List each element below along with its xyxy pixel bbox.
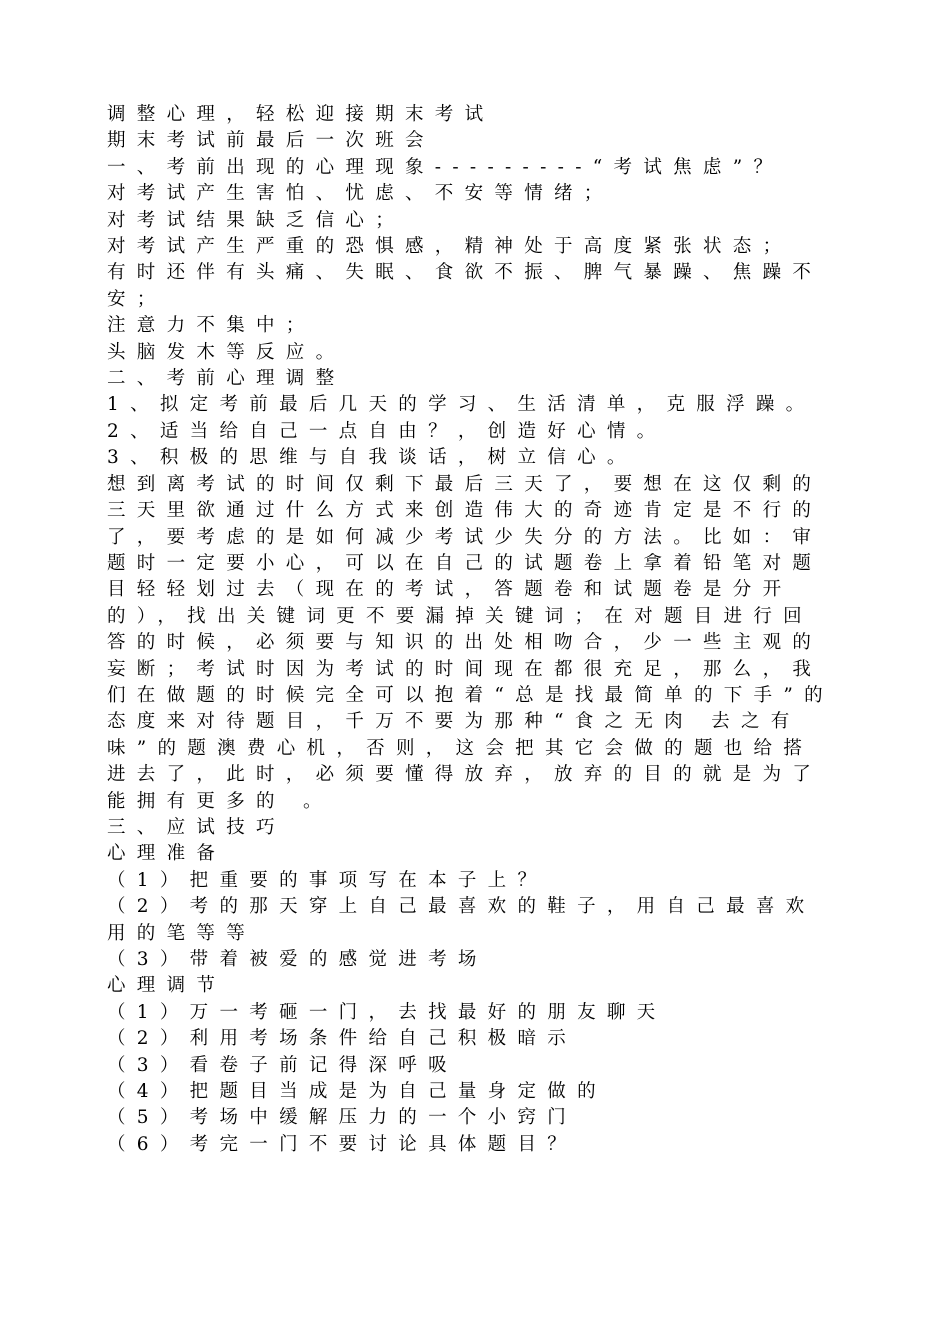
list-item: （2）考的那天穿上自己最喜欢的鞋子，用自己最喜欢用的笔等等 bbox=[107, 896, 816, 944]
list-item: （1）把重要的事项写在本子上？ bbox=[107, 869, 548, 891]
text-line: 对考试产生严重的恐惧感，精神处于高度紧张状态； bbox=[107, 236, 793, 258]
text-line: 对考试产生害怕、忧虑、不安等情绪； bbox=[107, 183, 614, 205]
section-heading-3: 三、应试技巧 bbox=[107, 816, 286, 838]
subheading: 心理调节 bbox=[107, 975, 227, 997]
list-item: （6）考完一门不要讨论具体题目？ bbox=[107, 1133, 578, 1155]
list-item: 1、拟定考前最后几天的学习、生活清单，克服浮躁。 bbox=[107, 394, 816, 416]
text-line: 注意力不集中； bbox=[107, 315, 316, 337]
text-line: 对考试结果缺乏信心； bbox=[107, 209, 406, 231]
list-item: （4）把题目当成是为自己量身定做的 bbox=[107, 1081, 607, 1103]
document-subtitle: 期末考试前最后一次班会 bbox=[107, 130, 435, 152]
section-heading-2: 二、考前心理调整 bbox=[107, 368, 346, 390]
list-item: （3）带着被爱的感觉进考场 bbox=[107, 949, 488, 970]
paragraph: 想到离考试的时间仅剩下最后三天了，要想在这仅剩的三天里欲通过什么方式来创造伟大的奇迹肯定是不行的了，要考虑的是如何减少考试少失分的方法。比如：审题时一定要小心，可以在自己的试题卷上拿着铅笔对题目轻轻划过去（现在的考试，答题卷和试题卷是分开的），找出关键词更不要漏掉关键词；在对题目进行回答的时候，必须要与知识的出处相吻合，少一些主观的妄断；考试时因为考试的时间现在都很充足，那么，我们在做题的时候完全可以抱着“总是找最简单的下手”的态度来对待题目，千万不要为那种“食之无肉 去之有味”的题澳费心机，否则，这会把其它会做的题也给搭进去了，此时，必须要懂得放弃，放弃的目的就是为了能拥有更多的 。 bbox=[107, 473, 834, 812]
section-heading-1: 一、考前出现的心理现象---------“考试焦虑”？ bbox=[107, 156, 784, 178]
document-title: 调整心理，轻松迎接期末考试 bbox=[107, 104, 495, 125]
list-item: 2、适当给自己一点自由？，创造好心情。 bbox=[107, 420, 667, 442]
list-item: （3）看卷子前记得深呼吸 bbox=[107, 1054, 458, 1076]
list-item: 3、积极的思维与自我谈话，树立信心。 bbox=[107, 447, 637, 469]
text-line: 有时还伴有头痛、失眠、食欲不振、脾气暴躁、焦躁不安； bbox=[107, 262, 823, 310]
text-line: 头脑发木等反应。 bbox=[107, 341, 346, 363]
document-body bbox=[107, 102, 837, 1158]
list-item: （5）考场中缓解压力的一个小窍门 bbox=[107, 1107, 578, 1129]
subheading: 心理准备 bbox=[107, 843, 227, 865]
list-item: （2）利用考场条件给自己积极暗示 bbox=[107, 1028, 578, 1050]
list-item: （1）万一考砸一门，去找最好的朋友聊天 bbox=[107, 1001, 667, 1023]
